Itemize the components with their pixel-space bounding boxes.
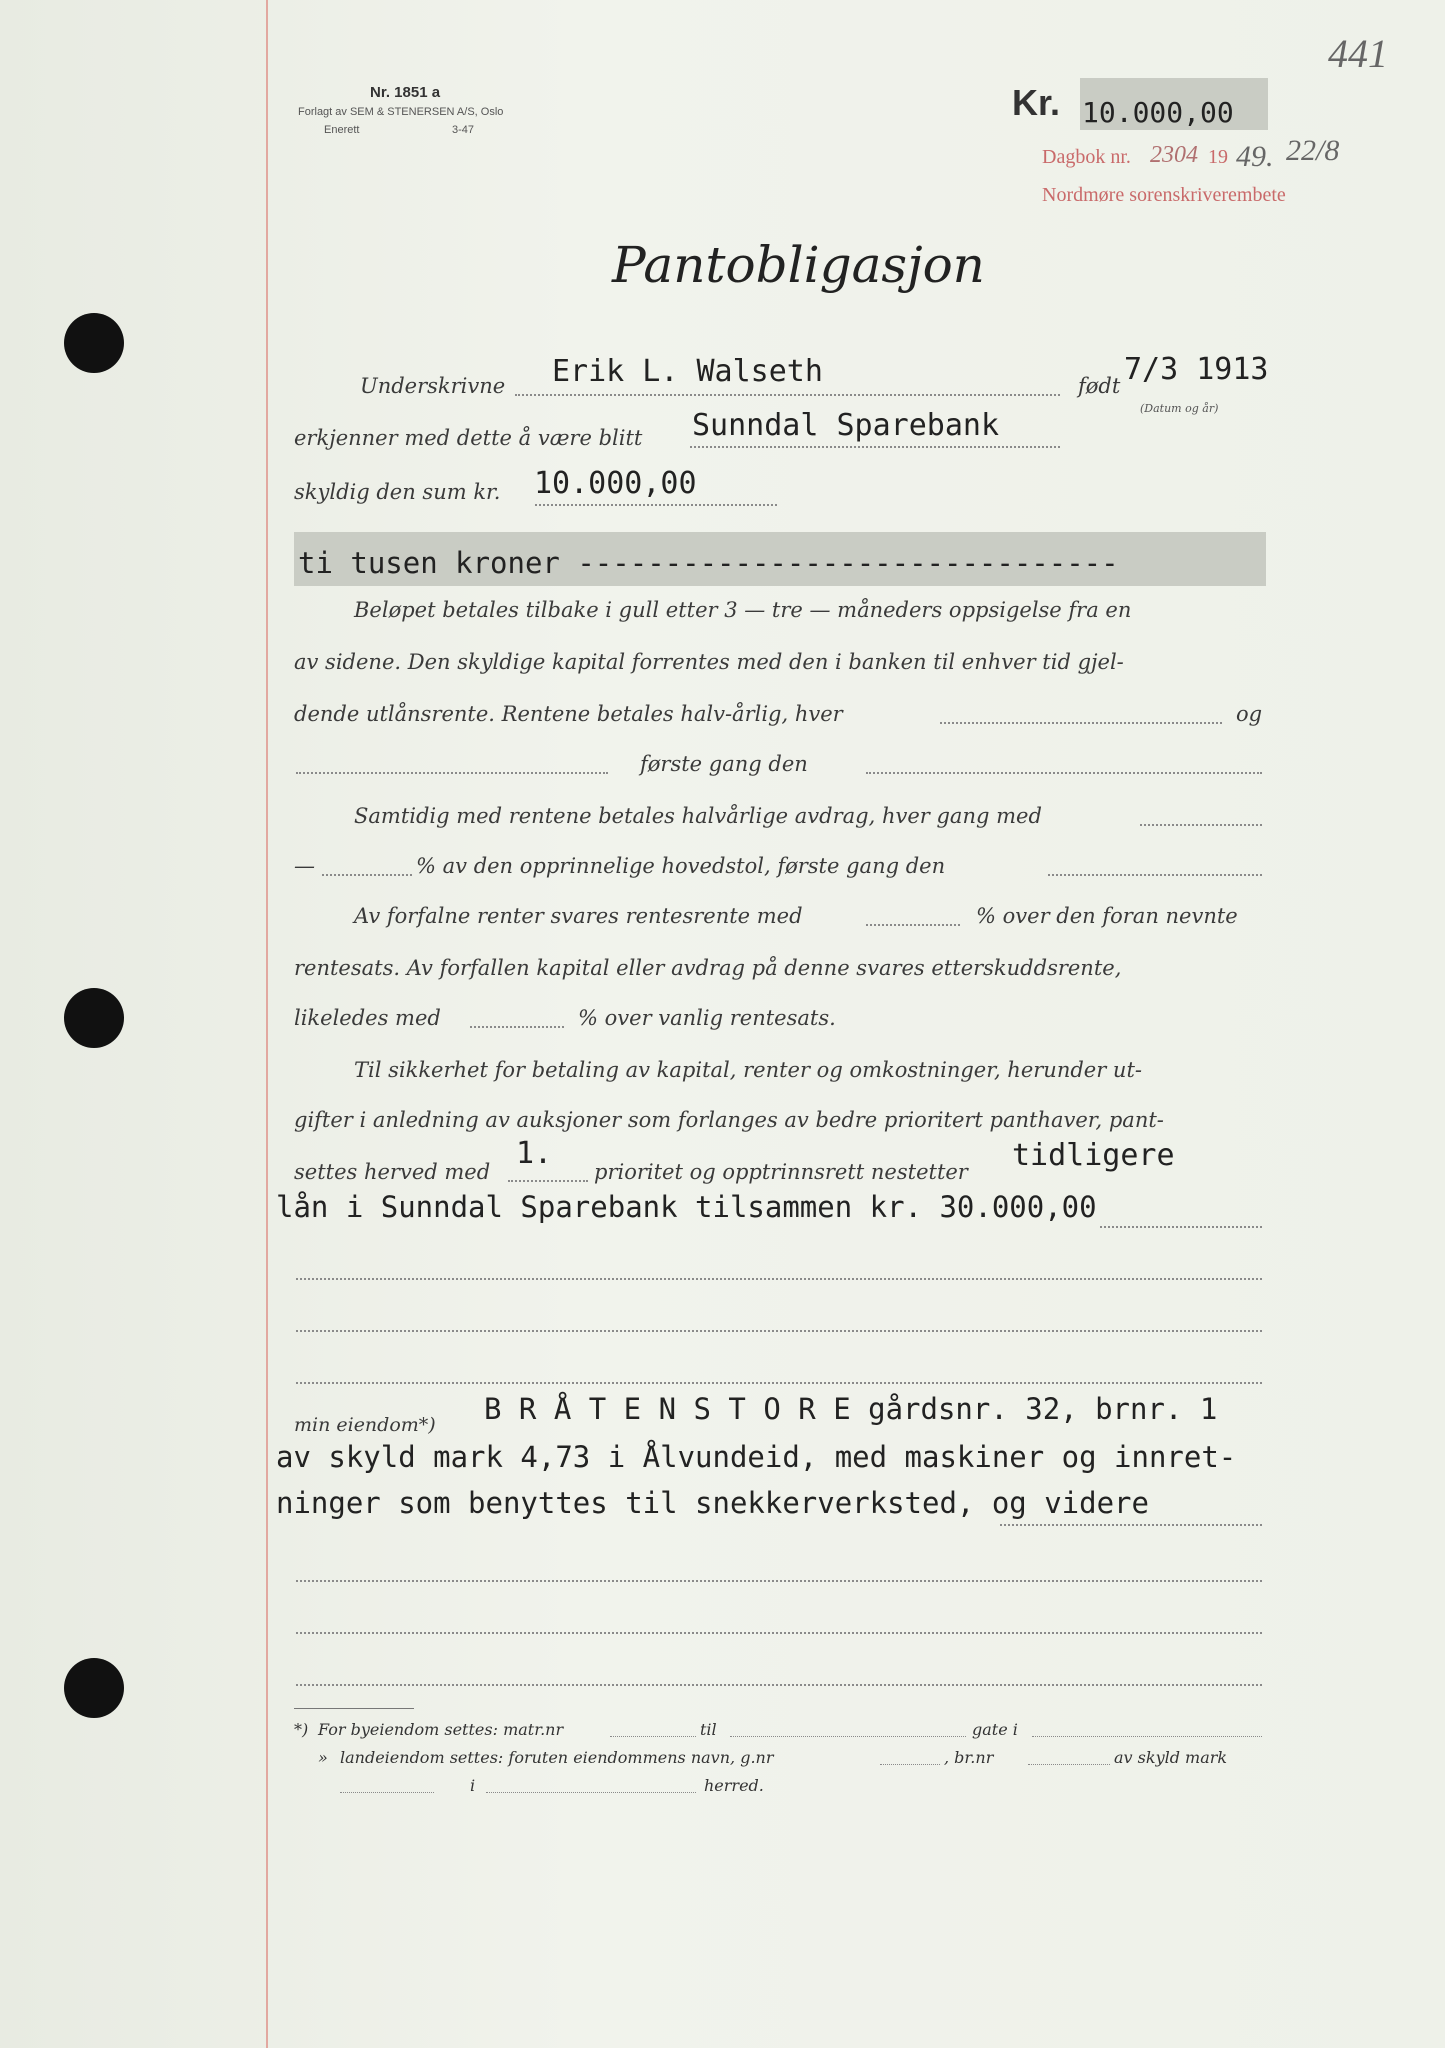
amount-label: Kr. <box>1012 82 1061 123</box>
fill-line <box>1028 1764 1110 1765</box>
creditor-label: erkjenner med dette å være blitt <box>294 426 643 450</box>
punch-hole <box>64 1658 124 1718</box>
fill-line <box>866 772 1262 774</box>
terms-line: første gang den <box>640 752 808 776</box>
terms-line: Samtidig med rentene betales halvårlige avdrag, hver gang med <box>354 804 1042 828</box>
property-line: B R Å T E N S T O R E gårdsnr. 32, brnr. 1 <box>484 1392 1218 1426</box>
fill-line <box>866 924 960 926</box>
terms-line: Av forfalne renter svares rentesrente med <box>354 904 803 928</box>
fill-line <box>296 772 608 774</box>
fill-line <box>486 1792 696 1793</box>
undersigned-label: Underskrivne <box>360 374 506 398</box>
terms-line: av sidene. Den skyldige kapital forrentes med den i banken til enhver tid gjel- <box>294 650 1124 674</box>
fill-line <box>296 1330 1262 1332</box>
journal-year-prefix: 19 <box>1208 146 1228 168</box>
footnote-text: herred. <box>704 1776 764 1795</box>
prior-loan-typed: tidligere <box>1012 1138 1175 1173</box>
fill-line <box>690 446 1060 448</box>
form-number: Nr. 1851 a <box>370 84 441 101</box>
journal-number: 2304 <box>1150 142 1198 168</box>
journal-stamp-label: Dagbok nr. <box>1042 146 1131 168</box>
rights-note: Enerett <box>324 124 360 136</box>
terms-line: gifter i anledning av auksjoner som forlanges av bedre prioritert panthaver, pant- <box>294 1108 1164 1132</box>
fill-line <box>610 1736 696 1737</box>
footnote-text: til <box>700 1720 717 1739</box>
footnote-text: gate i <box>972 1720 1018 1739</box>
page-number: 441 <box>1328 31 1388 76</box>
footnote-text: For byeiendom settes: matr.nr <box>318 1720 564 1739</box>
terms-line: rentesats. Av forfallen kapital eller avdrag på denne svares etterskuddsrente, <box>294 956 1122 980</box>
terms-line: settes herved med <box>294 1160 491 1184</box>
terms-line: % over den foran nevnte <box>976 904 1238 928</box>
creditor-name: Sunndal Sparebank <box>692 408 1000 443</box>
fill-line <box>535 504 777 506</box>
fill-line <box>880 1764 940 1765</box>
fill-line <box>296 1580 1262 1582</box>
journal-date: 22/8 <box>1286 134 1340 167</box>
fill-line <box>508 1180 588 1182</box>
footnote-text: av skyld mark <box>1114 1748 1228 1767</box>
footnote-rule <box>294 1708 414 1709</box>
fill-line <box>1100 1226 1262 1228</box>
priority-value: 1. <box>516 1136 553 1171</box>
amount-value: 10.000,00 <box>1082 96 1234 129</box>
fill-line <box>940 722 1222 724</box>
page-title: Pantobligasjon <box>612 236 985 294</box>
property-line: av skyld mark 4,73 i Ålvundeid, med maskiner og innret- <box>276 1440 1237 1474</box>
terms-line: % over vanlig rentesats. <box>578 1006 836 1030</box>
prior-loan-line: lån i Sunndal Sparebank tilsammen kr. 30.000,00 <box>276 1190 1097 1224</box>
fill-line <box>1000 1524 1262 1526</box>
terms-line: Beløpet betales tilbake i gull etter 3 — tre — måneders oppsigelse fra en <box>354 598 1132 622</box>
sum-in-words: ti tusen kroner ------------------------------- <box>298 546 1119 580</box>
sum-value: 10.000,00 <box>534 466 697 501</box>
punch-hole <box>64 988 124 1048</box>
terms-line: % av den opprinnelige hovedstol, første gang den <box>416 854 946 878</box>
terms-line: likeledes med <box>294 1006 441 1030</box>
terms-line: prioritet og opptrinnsrett nestetter <box>594 1160 968 1184</box>
fill-line <box>1140 824 1262 826</box>
publisher-note: Forlagt av SEM & STENERSEN A/S, Oslo <box>298 106 504 118</box>
print-date: 3-47 <box>452 124 475 136</box>
fill-line <box>470 1026 564 1028</box>
margin-rule <box>266 0 268 2048</box>
born-label: født <box>1078 374 1121 398</box>
fill-line <box>296 1684 1262 1686</box>
footnote-marker: *) <box>294 1720 309 1739</box>
fill-line <box>730 1736 966 1737</box>
court-office: Nordmøre sorenskriverembete <box>1042 184 1286 206</box>
terms-line: — <box>294 854 315 878</box>
terms-line: og <box>1236 702 1263 726</box>
fill-line <box>515 394 1060 396</box>
fill-line <box>340 1792 434 1793</box>
fill-line <box>322 874 412 876</box>
footnote-marker: » <box>318 1748 328 1767</box>
sum-label: skyldig den sum kr. <box>294 480 501 504</box>
property-label: min eiendom*) <box>294 1414 436 1436</box>
property-line: ninger som benyttes til snekkerverksted, og videre <box>276 1486 1149 1520</box>
punch-hole <box>64 313 124 373</box>
terms-line: Til sikkerhet for betaling av kapital, renter og omkostninger, herunder ut- <box>354 1058 1142 1082</box>
fill-line <box>296 1632 1262 1634</box>
footnote-text: i <box>470 1776 476 1795</box>
footnote-text: landeiendom settes: foruten eiendommens navn, g.nr <box>340 1748 774 1767</box>
fill-line <box>296 1278 1262 1280</box>
undersigned-name: Erik L. Walseth <box>552 354 823 389</box>
born-date: 7/3 1913 <box>1124 352 1269 387</box>
born-hint: (Datum og år) <box>1140 402 1219 415</box>
fill-line <box>1048 874 1262 876</box>
journal-year: 49. <box>1236 140 1274 173</box>
footnote-text: , br.nr <box>944 1748 994 1767</box>
fill-line <box>1032 1736 1262 1737</box>
fill-line <box>296 1382 1262 1384</box>
terms-line: dende utlånsrente. Rentene betales halv-årlig, hver <box>294 702 843 726</box>
